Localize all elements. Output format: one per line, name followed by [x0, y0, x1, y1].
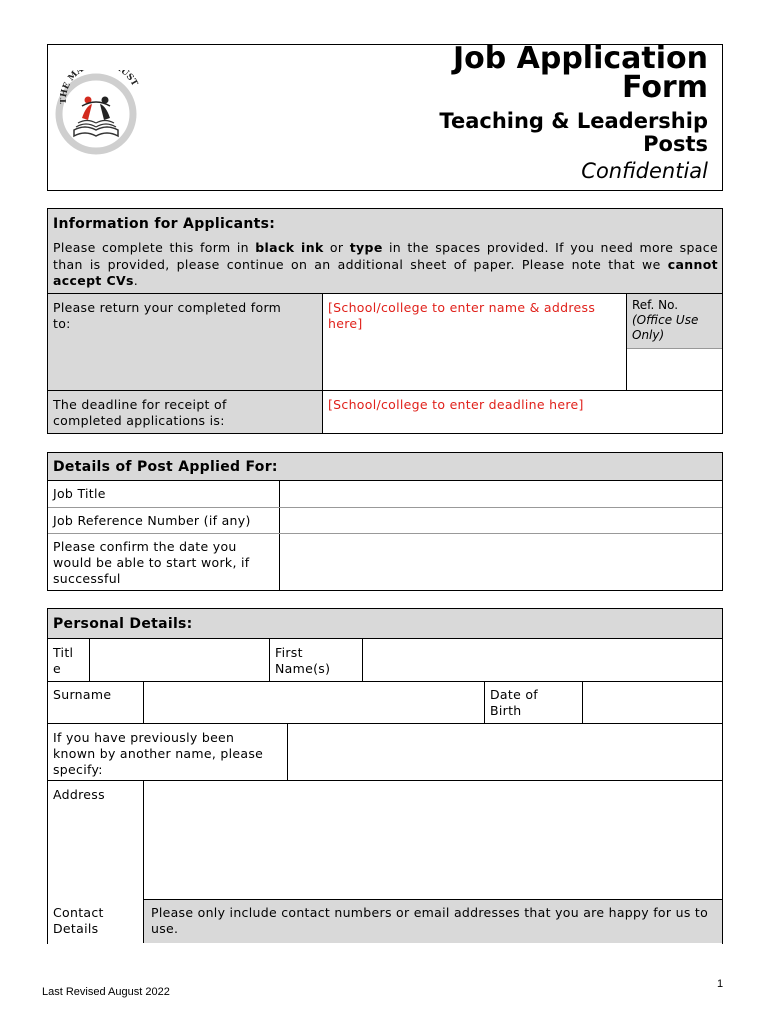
logo-text — [60, 70, 140, 100]
last-revised: Last Revised August 2022 — [42, 986, 170, 998]
ref-label: Ref. No. (Office Use Only) — [632, 298, 699, 342]
dob-field[interactable] — [583, 682, 722, 723]
svg-text:THE MANOR TRUST: HE MA UST — [60, 70, 140, 99]
surname-field[interactable] — [144, 682, 483, 723]
job-title-field[interactable] — [280, 481, 722, 507]
info-paragraph: Please complete this form in black ink or type in the spaces provided. If you need more space than is provided, please continue on an additional sheet of paper. Please note that we cannot accept CVs. — [53, 240, 718, 288]
job-ref-field[interactable] — [280, 508, 722, 533]
start-date-label: Please confirm the date you would be able to start work, if successful — [53, 539, 250, 586]
address-label: Address — [53, 787, 105, 802]
prev-name-field[interactable] — [288, 724, 722, 780]
subtitle-line-1: Teaching & Leadership — [439, 109, 708, 133]
ref-number-field[interactable] — [627, 349, 722, 390]
first-name-label: First Name(s) — [275, 645, 331, 676]
personal-heading: Personal Details: — [53, 616, 193, 632]
info-heading: Information for Applicants: — [53, 216, 276, 232]
return-label: Please return your completed form to: — [53, 300, 282, 331]
job-title-label: Job Title — [53, 486, 106, 501]
surname-label: Surname — [53, 687, 112, 702]
page-title — [452, 41, 708, 105]
first-name-field[interactable] — [363, 639, 722, 681]
return-address-field[interactable]: [School/college to enter name & address here] — [328, 300, 596, 331]
title-label: Titl e — [53, 645, 74, 676]
contact-label: Contact Details — [53, 905, 104, 936]
title-field[interactable] — [90, 639, 268, 681]
subtitle-line-2: Posts — [643, 132, 708, 156]
deadline-label: The deadline for receipt of completed applications is: — [53, 397, 227, 428]
start-date-field[interactable] — [280, 534, 722, 590]
title-line-1: Job Application — [452, 41, 708, 76]
page-number: 1 — [717, 978, 724, 990]
contact-note: Please only include contact numbers or email addresses that you are happy for us to use. — [151, 905, 709, 936]
address-field[interactable] — [144, 781, 722, 899]
prev-name-label: If you have previously been known by another name, please specify: — [53, 730, 264, 777]
post-heading: Details of Post Applied For: — [53, 459, 278, 475]
title-line-2: Form — [622, 70, 708, 105]
job-ref-label: Job Reference Number (if any) — [53, 513, 251, 528]
confidential-label: Confidential — [581, 159, 708, 183]
divider — [722, 608, 723, 944]
page-subtitle — [439, 110, 708, 156]
dob-label: Date of Birth — [490, 687, 538, 718]
deadline-field[interactable]: [School/college to enter deadline here] — [328, 397, 584, 412]
